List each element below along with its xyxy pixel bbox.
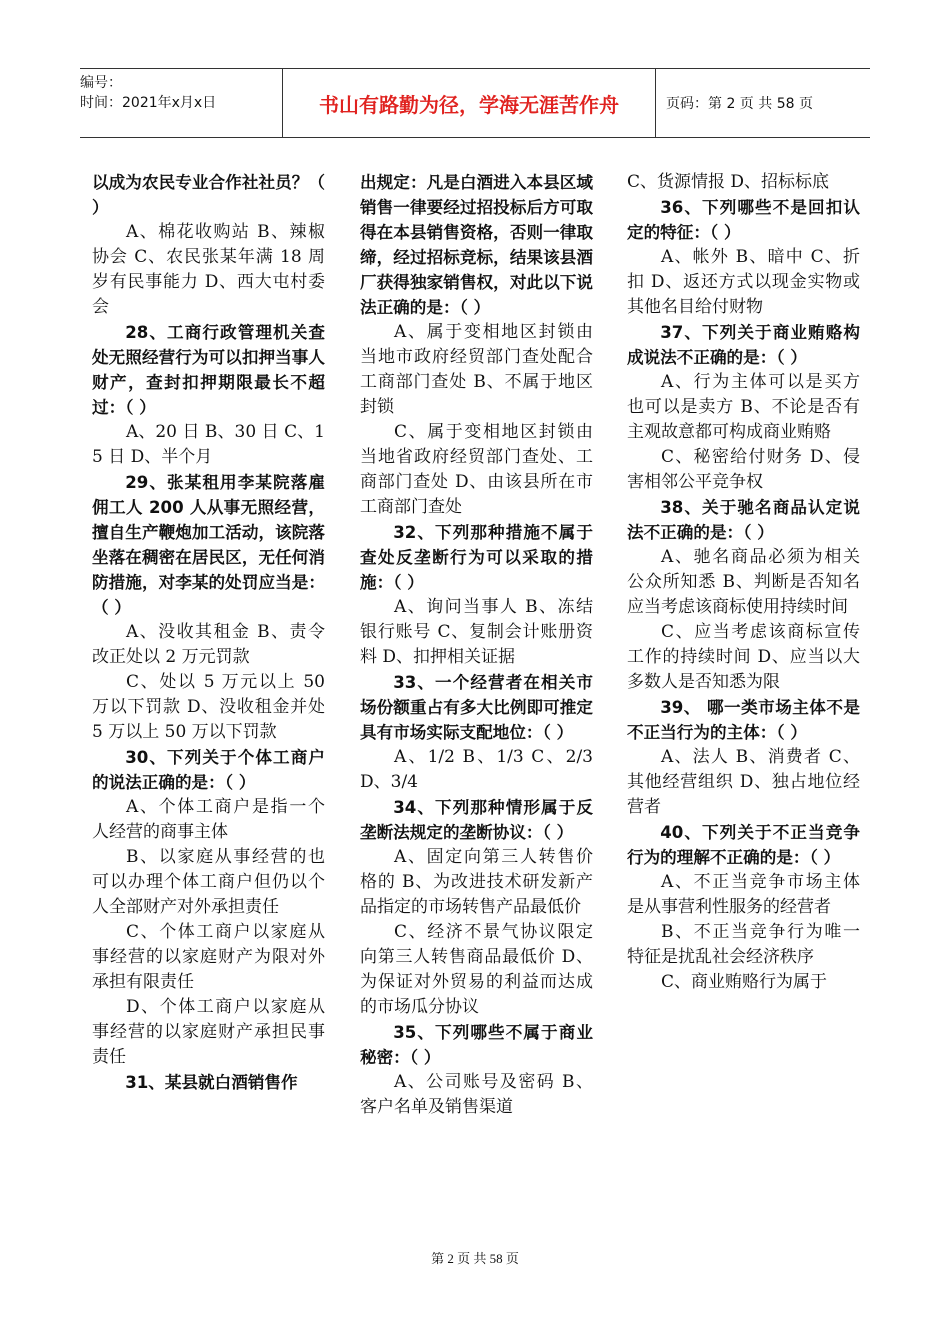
answer-options: C、个体工商户以家庭从事经营的以家庭财产为限对外承担有限责任 [92, 922, 325, 992]
answer-options: B、以家庭从事经营的也可以办理个体工商户但仍以个人全部财产对外承担责任 [92, 847, 325, 917]
answer-options: A、驰名商品必须为相关公众所知悉 B、判断是否知名应当考虑该商标使用持续时间 [627, 547, 860, 617]
answer-options: A、棉花收购站 B、辣椒协会 C、农民张某年满 18 周岁有民事能力 D、西大屯村委会 [92, 222, 325, 317]
continued-text: C、货源情报 D、招标标底 [627, 172, 830, 192]
continued-text: 出规定：凡是白酒进入本县区域销售一律要经过招投标后方可取得在本县销售资格，否则一律取缔，经过招标竞标，结果该县酒厂获得独家销售权，对此以下说法正确的是：（ ） [360, 173, 593, 317]
text-column-2 [360, 170, 593, 1120]
continued-text: 以成为农民专业合作社社员？（ ） [92, 173, 325, 217]
answer-options: A、20 日 B、30 日 C、15 日 D、半个月 [92, 422, 325, 467]
answer-options: A、公司账号及密码 B、客户名单及销售渠道 [360, 1072, 593, 1117]
answer-options: A、个体工商户是指一个人经营的商事主体 [92, 797, 325, 842]
answer-options: C、处以 5 万元以上 50 万以下罚款 D、没收租金并处 5 万以上 50 万以下罚款 [92, 672, 325, 742]
question-stem: 34、下列那种情形属于反垄断法规定的垄断协议：（ ） [360, 798, 593, 842]
document-time-label: 时间：2021年x月x日 [80, 95, 217, 111]
answer-options: A、法人 B、消费者 C、其他经营组织 D、独占地位经营者 [627, 747, 860, 817]
page-header [80, 68, 870, 138]
answer-options: A、帐外 B、暗中 C、折扣 D、返还方式以现金实物或其他名目给付财物 [627, 247, 860, 317]
question-stem: 37、下列关于商业贿赂构成说法不正确的是：（ ） [627, 323, 860, 367]
answer-options: A、不正当竞争市场主体是从事营利性服务的经营者 [627, 872, 860, 917]
answer-options: A、没收其租金 B、责令改正处以 2 万元罚款 [92, 622, 325, 667]
question-stem: 31、某县就白酒销售作 [125, 1073, 298, 1092]
answer-options: C、秘密给付财务 D、侵害相邻公平竞争权 [627, 447, 860, 492]
answer-options: A、固定向第三人转售价格的 B、为改进技术研发新产品指定的市场转售产品最低价 [360, 847, 593, 917]
question-stem: 33、一个经营者在相关市场份额重占有多大比例即可推定具有市场实际支配地位：（ ） [360, 673, 593, 742]
header-meta [80, 69, 283, 137]
question-stem: 36、下列哪些不是回扣认定的特征：（ ） [627, 198, 860, 242]
question-stem: 40、下列关于不正当竞争行为的理解不正确的是：（ ） [627, 823, 860, 867]
question-stem: 38、关于驰名商品认定说法不正确的是：（ ） [627, 498, 860, 542]
answer-options: C、商业贿赂行为属于 [661, 972, 828, 992]
header-page-info: 页码：第 2 页 共 58 页 [666, 96, 813, 112]
header-motto: 书山有路勤为径，学海无涯苦作舟 [283, 69, 656, 137]
answer-options: A、询问当事人 B、冻结银行账号 C、复制会计账册资料 D、扣押相关证据 [360, 597, 593, 667]
answer-options: B、不正当竞争行为唯一特征是扰乱社会经济秩序 [627, 922, 860, 967]
answer-options: A、1/2 B、1/3 C、2/3 D、3/4 [360, 747, 593, 792]
answer-options: C、应当考虑该商标宣传工作的持续时间 D、应当以大多数人是否知悉为限 [627, 622, 860, 692]
document-number-label: 编号： [80, 75, 122, 91]
answer-options: A、行为主体可以是买方也可以是卖方 B、不论是否有主观故意都可构成商业贿赂 [627, 372, 860, 442]
answer-options: D、个体工商户以家庭从事经营的以家庭财产承担民事责任 [92, 997, 325, 1067]
question-stem: 35、下列哪些不属于商业秘密：（ ） [360, 1023, 593, 1067]
question-stem: 39、 哪一类市场主体不是不正当行为的主体：（ ） [627, 698, 860, 742]
text-column-1 [92, 170, 325, 1095]
question-stem: 32、下列那种措施不属于查处反垄断行为可以采取的措施：（ ） [360, 523, 593, 592]
question-stem: 30、下列关于个体工商户的说法正确的是：（ ） [92, 748, 325, 792]
page-footer: 第 2 页 共 58 页 [431, 1251, 519, 1266]
answer-options: C、经济不景气协议限定向第三人转售商品最低价 D、为保证对外贸易的利益而达成的市场瓜分协议 [360, 922, 593, 1017]
answer-options: A、属于变相地区封锁由当地市政府经贸部门查处配合工商部门查处 B、不属于地区封锁 [360, 322, 593, 417]
text-column-3 [627, 170, 860, 995]
answer-options: C、属于变相地区封锁由当地省政府经贸部门查处、工商部门查处 D、由该县所在市工商部门查处 [360, 422, 593, 517]
question-stem: 28、工商行政管理机关查处无照经营行为可以扣押当事人财产，查封扣押期限最长不超过：（ ） [92, 323, 325, 417]
question-stem: 29、张某租用李某院落雇佣工人 200 人从事无照经营，擅自生产鞭炮加工活动，该院落坐落在稠密在居民区，无任何消防措施，对李某的处罚应当是：（ ） [92, 473, 325, 617]
